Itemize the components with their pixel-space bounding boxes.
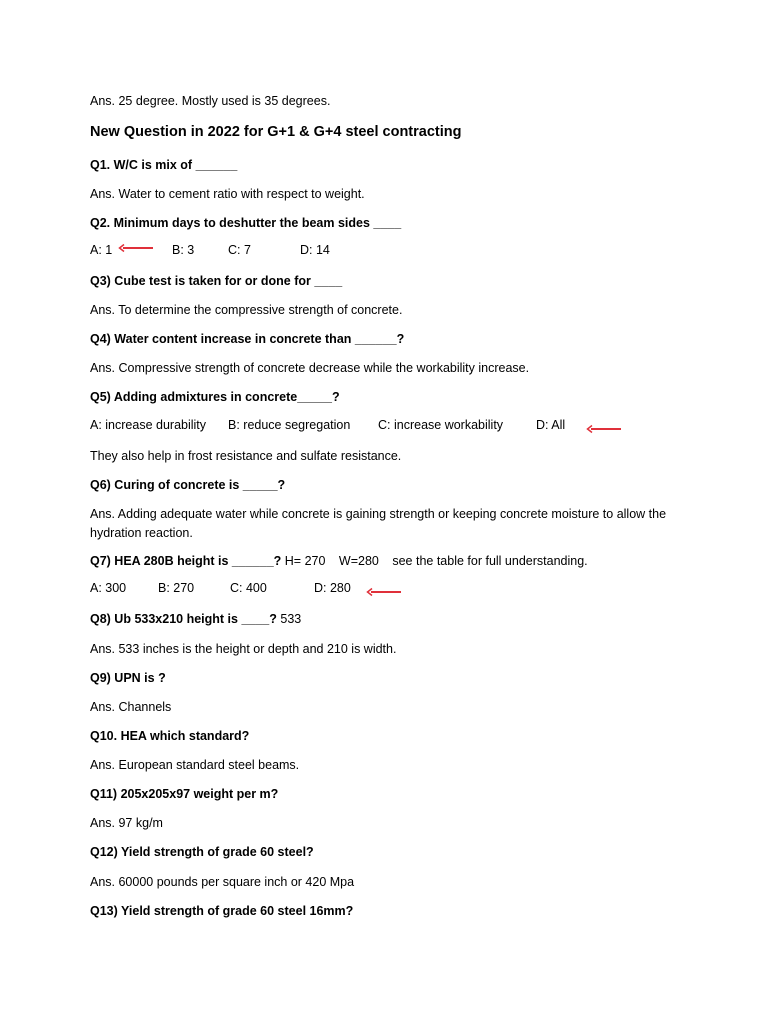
q5-option-b: B: reduce segregation xyxy=(228,418,351,432)
q7-question-line xyxy=(90,552,588,570)
left-arrow-icon xyxy=(118,243,154,253)
q7-width-value: W=280 xyxy=(338,554,379,568)
q7-option-a: A: 300 xyxy=(90,581,127,595)
q7-height-value: H= 270 xyxy=(284,554,326,568)
q12-answer: Ans. 60000 pounds per square inch or 420 Mpa xyxy=(90,875,355,889)
q11-question: Q11) 205x205x97 weight per m? xyxy=(90,787,279,801)
q2-option-d: D: 14 xyxy=(300,243,330,257)
q1-question: Q1. W/C is mix of ______ xyxy=(90,158,238,172)
q4-question: Q4) Water content increase in concrete than ______? xyxy=(90,332,405,346)
q10-question: Q10. HEA which standard? xyxy=(90,729,250,743)
q9-question: Q9) UPN is ? xyxy=(90,671,166,685)
q7-option-d: D: 280 xyxy=(314,581,351,595)
q5-question: Q5) Adding admixtures in concrete_____? xyxy=(90,390,340,404)
q8-answer: Ans. 533 inches is the height or depth and 210 is width. xyxy=(90,642,397,656)
q8-question-line xyxy=(90,610,301,628)
q10-answer: Ans. European standard steel beams. xyxy=(90,758,300,772)
q4-answer: Ans. Compressive strength of concrete decrease while the workability increase. xyxy=(90,361,530,375)
q12-question: Q12) Yield strength of grade 60 steel? xyxy=(90,845,314,859)
left-arrow-icon xyxy=(586,424,622,434)
q3-answer: Ans. To determine the compressive strength of concrete. xyxy=(90,303,403,317)
q6-answer: Ans. Adding adequate water while concrete is gaining strength or keeping concrete moisture to allow the hydration reaction. xyxy=(90,507,667,540)
left-arrow-icon xyxy=(366,587,402,597)
section-heading: New Question in 2022 for G+1 & G+4 steel contracting xyxy=(90,124,462,140)
q3-question: Q3) Cube test is taken for or done for ____ xyxy=(90,274,343,288)
q2-question: Q2. Minimum days to deshutter the beam sides ____ xyxy=(90,216,402,230)
q2-option-b: B: 3 xyxy=(172,243,195,257)
q11-answer: Ans. 97 kg/m xyxy=(90,816,163,830)
q5-note: They also help in frost resistance and sulfate resistance. xyxy=(90,449,402,463)
q7-option-c: C: 400 xyxy=(230,581,267,595)
q1-answer: Ans. Water to cement ratio with respect to weight. xyxy=(90,187,365,201)
q2-option-a: A: 1 xyxy=(90,243,113,257)
q7-option-b: B: 270 xyxy=(158,581,195,595)
q7-table-note: see the table for full understanding. xyxy=(392,554,588,568)
q5-option-a: A: increase durability xyxy=(90,418,207,432)
q8-question: Q8) Ub 533x210 height is ____? xyxy=(90,612,277,626)
q5-option-c: C: increase workability xyxy=(378,418,504,432)
q6-question: Q6) Curing of concrete is _____? xyxy=(90,478,286,492)
q13-question: Q13) Yield strength of grade 60 steel 16mm? xyxy=(90,904,354,918)
q9-answer: Ans. Channels xyxy=(90,700,172,714)
q7-question: Q7) HEA 280B height is ______? xyxy=(90,554,282,568)
q2-option-c: C: 7 xyxy=(228,243,251,257)
intro-answer: Ans. 25 degree. Mostly used is 35 degrees. xyxy=(90,94,331,108)
q5-option-d: D: All xyxy=(536,418,566,432)
q8-answer-inline: 533 xyxy=(280,612,302,626)
